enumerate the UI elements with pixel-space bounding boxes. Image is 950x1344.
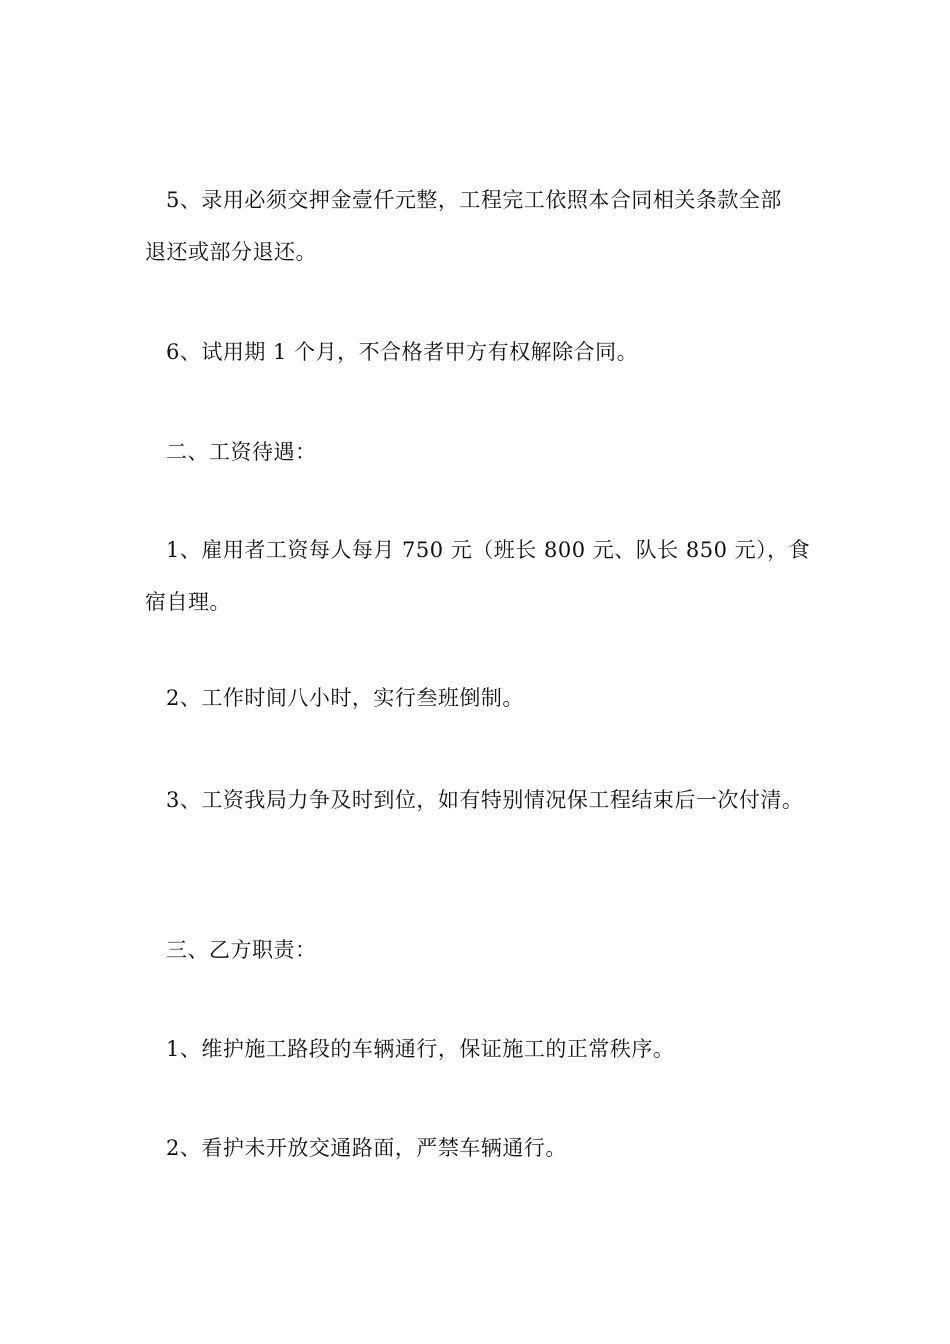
section-heading-wages bbox=[145, 426, 815, 478]
section-heading-duties-text: 三、乙方职责： bbox=[166, 938, 317, 962]
clause-deposit-line-1: 5、录用必须交押金壹仟元整，工程完工依照本合同相关条款全部 bbox=[166, 188, 782, 212]
clause-road-guard-line-1: 2、看护未开放交通路面，严禁车辆通行。 bbox=[166, 1136, 567, 1160]
clause-probation bbox=[145, 326, 815, 378]
section-heading-duties bbox=[145, 924, 815, 976]
clause-working-hours bbox=[145, 672, 815, 724]
clause-salary bbox=[145, 524, 815, 628]
clause-salary-line-1: 1、雇用者工资每人每月 750 元（班长 800 元、队长 850 元），食 bbox=[166, 538, 811, 562]
clause-deposit-line-2: 退还或部分退还。 bbox=[145, 240, 317, 264]
clause-salary-line-2: 宿自理。 bbox=[145, 590, 231, 614]
clause-traffic-order-line-1: 1、维护施工路段的车辆通行，保证施工的正常秩序。 bbox=[166, 1037, 675, 1061]
clause-payment-line-1: 3、工资我局力争及时到位，如有特别情况保工程结束后一次付清。 bbox=[166, 788, 804, 812]
clause-deposit bbox=[145, 174, 815, 278]
section-heading-wages-text: 二、工资待遇： bbox=[166, 440, 317, 464]
clause-payment bbox=[145, 774, 815, 826]
clause-traffic-order bbox=[145, 1023, 815, 1075]
clause-probation-line-1: 6、试用期 1 个月，不合格者甲方有权解除合同。 bbox=[166, 340, 639, 364]
clause-working-hours-line-1: 2、工作时间八小时，实行叁班倒制。 bbox=[166, 686, 524, 710]
clause-road-guard bbox=[145, 1122, 815, 1174]
